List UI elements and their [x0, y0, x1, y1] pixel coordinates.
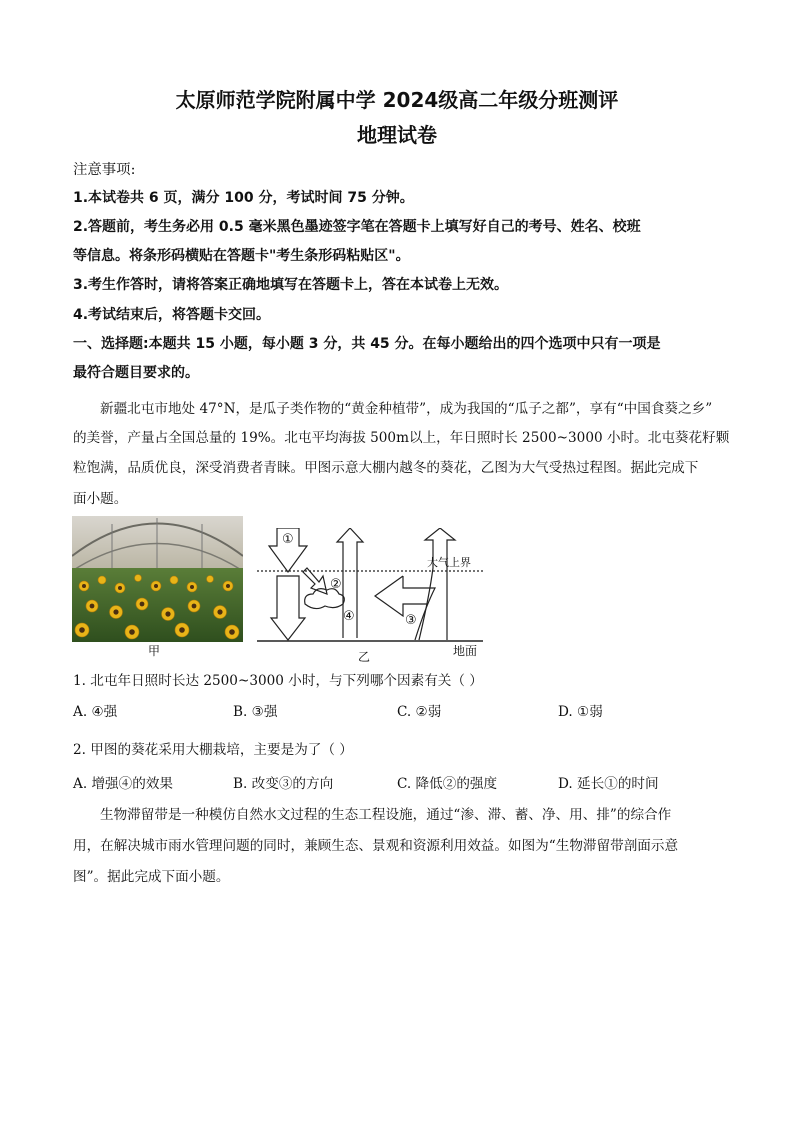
label-top-of-atmosphere: 大气上界	[427, 556, 471, 569]
atmosphere-heating-diagram	[255, 528, 490, 647]
question-1-stem: 1. 北屯年日照时长达 2500~3000 小时，与下列哪个因素有关（ ）	[73, 673, 483, 689]
greenhouse-sunflower-photo	[72, 516, 243, 642]
note-item: 1.本试卷共 6 页，满分 100 分，考试时间 75 分钟。	[73, 190, 414, 206]
q1-option-a[interactable]: A. ④强	[73, 704, 118, 720]
passage2-line: 生物滞留带是一种模仿自然水文过程的生态工程设施，通过“渗、滞、蓄、净、用、排”的综合作	[100, 807, 672, 823]
q1-option-c[interactable]: C. ②弱	[397, 704, 442, 720]
section-heading-cont: 最符合题目要求的。	[73, 365, 199, 381]
q2-option-d[interactable]: D. 延长①的时间	[558, 776, 659, 792]
section-heading: 一、选择题:本题共 15 小题，每小题 3 分，共 45 分。在每小题给出的四个选项中只有一项是	[73, 336, 661, 352]
passage2-line: 用，在解决城市雨水管理问题的同时，兼顾生态、景观和资源利用效益。如图为“生物滞留带剖面示意	[73, 838, 679, 854]
q2-option-c[interactable]: C. 降低②的强度	[397, 776, 498, 792]
passage-line: 粒饱满，品质优良，深受消费者青睐。甲图示意大棚内越冬的葵花，乙图为大气受热过程图。据此完成下	[73, 460, 699, 476]
q2-option-a[interactable]: A. 增强④的效果	[73, 776, 174, 792]
note-item: 等信息。将条形码横贴在答题卡"考生条形码粘贴区"。	[73, 248, 410, 264]
exam-title: 太原师范学院附属中学 2024级高二年级分班测评	[175, 88, 619, 112]
figure-caption-jia: 甲	[148, 644, 161, 658]
label-ground: 地面	[453, 644, 478, 658]
passage-line: 新疆北屯市地处 47°N，是瓜子类作物的“黄金种植带”，成为我国的“瓜子之都”，享有“中国食葵之乡”	[100, 401, 713, 417]
note-item: 2.答题前，考生务必用 0.5 毫米黑色墨迹签字笔在答题卡上填写好自己的考号、姓名、校班	[73, 219, 641, 235]
q1-option-b[interactable]: B. ③强	[233, 704, 278, 720]
exam-subtitle: 地理试卷	[357, 123, 437, 147]
passage-line: 面小题。	[73, 491, 128, 507]
note-item: 3.考生作答时，请将答案正确地填写在答题卡上，答在本试卷上无效。	[73, 277, 509, 293]
q2-option-b[interactable]: B. 改变③的方向	[233, 776, 334, 792]
q1-option-d[interactable]: D. ①弱	[558, 704, 603, 720]
passage2-line: 图”。据此完成下面小题。	[73, 869, 230, 885]
notes-heading: 注意事项:	[73, 162, 136, 178]
note-item: 4.考试结束后，将答题卡交回。	[73, 307, 271, 323]
marker-4: ④	[343, 609, 355, 624]
figure-caption-yi: 乙	[358, 650, 371, 664]
marker-3: ③	[405, 613, 417, 628]
marker-2: ②	[330, 577, 342, 592]
passage-line: 的美誉，产量占全国总量的 19%。北屯平均海拔 500m以上，年日照时长 2500~3000 小时。北屯葵花籽颗	[73, 430, 730, 446]
question-2-stem: 2. 甲图的葵花采用大棚栽培，主要是为了（ ）	[73, 742, 353, 758]
marker-1: ①	[282, 532, 294, 547]
